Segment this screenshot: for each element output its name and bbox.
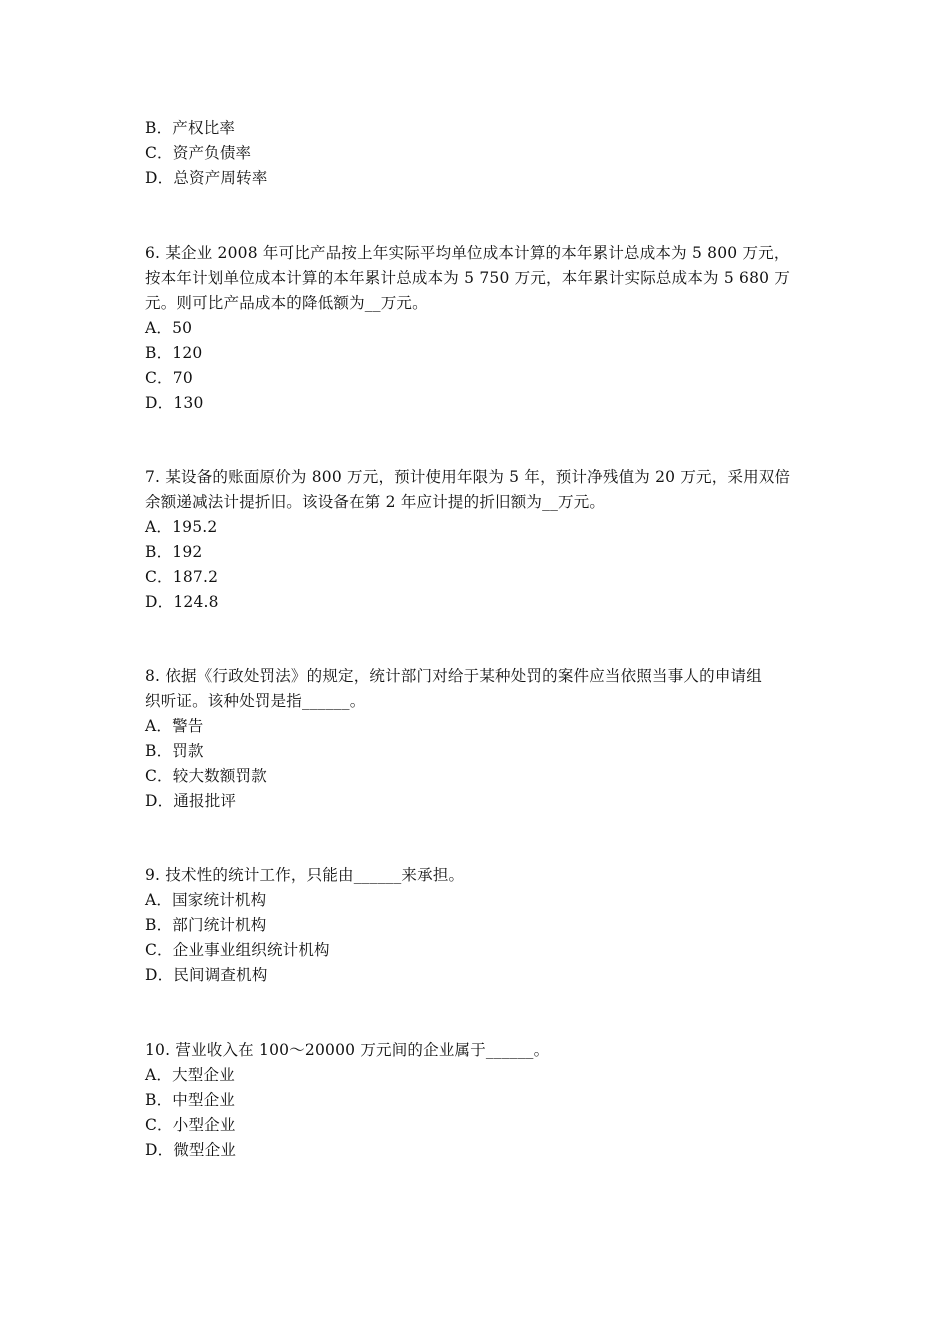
- option-d: D．124.8: [145, 593, 219, 611]
- question-9: [145, 863, 810, 988]
- option-a: A．195.2: [145, 518, 218, 536]
- option-c: C．资产负债率: [145, 144, 252, 162]
- option-d: D．130: [145, 394, 204, 412]
- question-8: [145, 664, 810, 814]
- question-7: [145, 465, 810, 615]
- option-c: C．70: [145, 369, 193, 387]
- stem-line: 按本年计划单位成本计算的本年累计总成本为 5 750 万元，本年累计实际总成本为 5 680 万: [145, 269, 791, 287]
- stem-line: 7. 某设备的账面原价为 800 万元，预计使用年限为 5 年，预计净残值为 20 万元，采用双倍: [145, 468, 791, 486]
- question-6-stem: [145, 241, 810, 316]
- option-d: D．通报批评: [145, 792, 237, 810]
- option-c: C．较大数额罚款: [145, 767, 267, 785]
- option-b: B．中型企业: [145, 1091, 236, 1109]
- option-b: B．产权比率: [145, 119, 236, 137]
- option-d: D．总资产周转率: [145, 169, 268, 187]
- option-b: B．部门统计机构: [145, 916, 267, 934]
- question-8-stem: [145, 664, 810, 714]
- stem-line: 元。则可比产品成本的降低额为__万元。: [145, 294, 428, 312]
- option-a: A．大型企业: [145, 1066, 235, 1084]
- option-c: C．187.2: [145, 568, 219, 586]
- option-c: C．企业事业组织统计机构: [145, 941, 330, 959]
- stem-line: 织听证。该种处罚是指______。: [145, 692, 366, 710]
- option-c: C．小型企业: [145, 1116, 236, 1134]
- question-6: [145, 241, 810, 416]
- option-d: D．民间调查机构: [145, 966, 268, 984]
- question-5-options: [145, 116, 810, 191]
- option-b: B．192: [145, 543, 203, 561]
- question-9-stem: [145, 863, 810, 888]
- option-b: B．120: [145, 344, 203, 362]
- stem-line: 余额递减法计提折旧。该设备在第 2 年应计提的折旧额为__万元。: [145, 493, 606, 511]
- option-a: A．50: [145, 319, 193, 337]
- option-a: A．警告: [145, 717, 204, 735]
- stem-line: 6. 某企业 2008 年可比产品按上年实际平均单位成本计算的本年累计总成本为 5 800 万元，: [145, 244, 790, 262]
- question-10-stem: [145, 1038, 810, 1063]
- option-d: D．微型企业: [145, 1141, 237, 1159]
- stem-line: 8. 依据《行政处罚法》的规定，统计部门对给于某种处罚的案件应当依照当事人的申请组: [145, 667, 762, 685]
- stem-line: 10. 营业收入在 100～20000 万元间的企业属于______。: [145, 1041, 550, 1059]
- question-10: [145, 1038, 810, 1163]
- option-b: B．罚款: [145, 742, 204, 760]
- stem-line: 9. 技术性的统计工作，只能由______来承担。: [145, 866, 465, 884]
- question-7-stem: [145, 465, 810, 515]
- option-a: A．国家统计机构: [145, 891, 267, 909]
